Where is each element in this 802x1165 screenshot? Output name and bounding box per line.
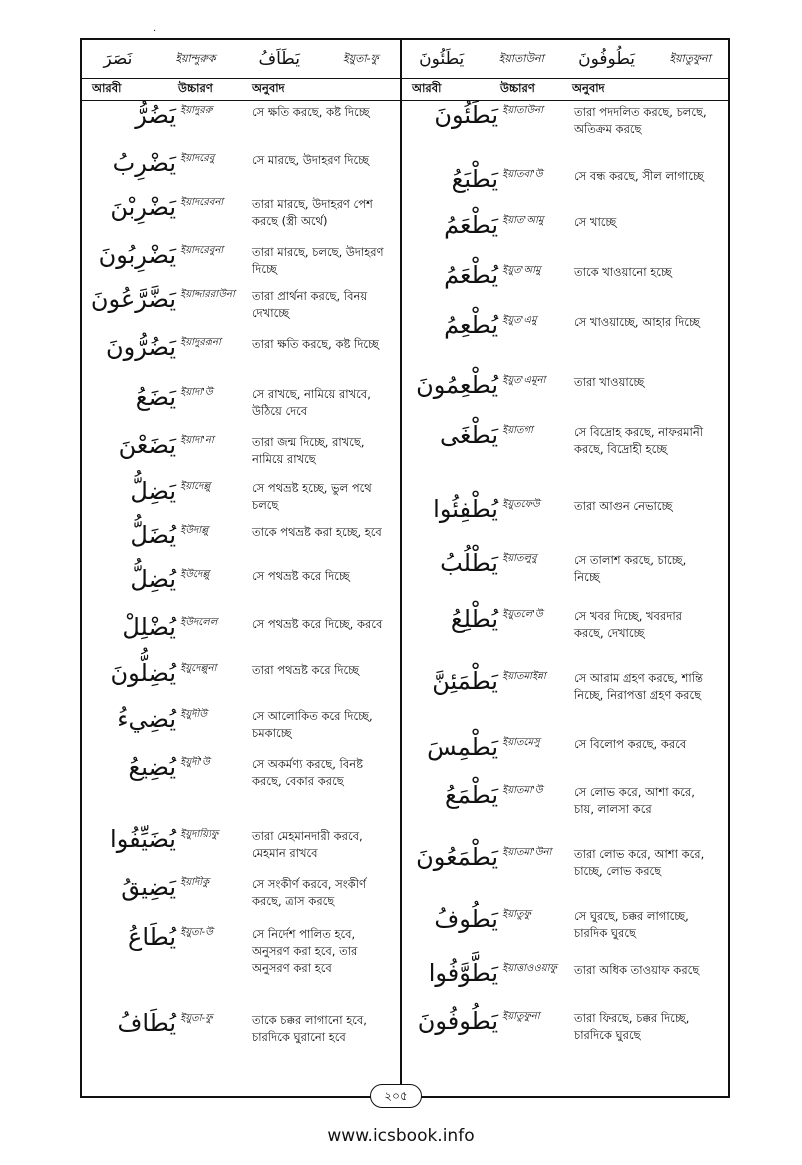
header-left-arabic-1: نَصَرَ bbox=[103, 49, 133, 69]
entry-pronunciation: ইয়াদুররু bbox=[180, 105, 213, 116]
entry-pronunciation: ইয়াদা'উ bbox=[180, 387, 213, 398]
entry-meaning: সে ক্ষতি করছে, কষ্ট দিচ্ছে bbox=[252, 105, 370, 119]
entry-arabic: يَطْغَى bbox=[440, 421, 498, 449]
entry-arabic: يُطَافُ bbox=[117, 1009, 176, 1037]
page-number: ২০৫ bbox=[370, 1084, 422, 1108]
entry-meaning: তারা মারছে, উদাহরণ পেশ করছে (স্ত্রী অর্থে) bbox=[252, 197, 373, 228]
entry-meaning: সে রাখছে, নামিয়ে রাখবে, উঠিয়ে দেবে bbox=[252, 387, 371, 418]
entry-meaning: তাকে চক্কর লাগানো হবে, চারদিকে ঘুরানো হবে bbox=[252, 1013, 367, 1044]
entry-arabic: يَضَّرَّعُونَ bbox=[90, 285, 176, 313]
header-left-translit-1: ইয়ান্দুরুক bbox=[175, 51, 216, 65]
entry-arabic: يَضْرِبْنَ bbox=[110, 193, 176, 221]
entry-arabic: يَضِلُّ bbox=[130, 477, 176, 505]
entry-pronunciation: ইউদলেল bbox=[180, 617, 218, 628]
entry-meaning: সে খাওয়াচ্ছে, আহার দিচ্ছে bbox=[574, 315, 700, 329]
entry-arabic: يُطْلِعُ bbox=[450, 605, 498, 633]
entry-arabic: يُضْلِلْ bbox=[122, 613, 176, 641]
entry-pronunciation: ইয়াদেল্লু bbox=[180, 481, 211, 492]
entry-pronunciation: ইয়াদীকু bbox=[180, 877, 210, 888]
entry-meaning: তারা মেহমানদারী করবে, মেহমান রাখবে bbox=[252, 829, 363, 860]
entry-arabic: يُضَلُّ bbox=[130, 521, 176, 549]
entry-pronunciation: ইয়ুতা-ফু bbox=[180, 1013, 213, 1024]
entry-meaning: সে সংকীর্ণ করবে, সংকীর্ণ করছে, ত্রাস করছে bbox=[252, 877, 366, 908]
entry-pronunciation: ইয়াত্তাওওয়াফু bbox=[502, 963, 557, 974]
entry-arabic: يُطَاعُ bbox=[128, 923, 176, 951]
entry-arabic: يَطْمَئِنَّ bbox=[432, 667, 498, 695]
entry-meaning: সে লোভ করে, আশা করে, চায়, লালসা করে bbox=[574, 785, 695, 816]
entry-meaning: তারা আগুন নেভাচ্ছে bbox=[574, 499, 673, 513]
entry-arabic: يُطْعَمُ bbox=[444, 261, 498, 289]
entry-meaning: সে পথভ্রষ্ট করে দিচ্ছে, করবে bbox=[252, 617, 383, 631]
entry-pronunciation: ইয়ুদীউ bbox=[180, 709, 207, 720]
entry-meaning: তারা জন্ম দিচ্ছে, রাখছে, নামিয়ে রাখছে bbox=[252, 435, 365, 466]
entry-pronunciation: ইয়ুত'এমূনা bbox=[502, 375, 546, 386]
entry-meaning: সে তালাশ করছে, চাচ্ছে, নিচ্ছে bbox=[574, 553, 687, 584]
entry-arabic: يُطْعِمُ bbox=[444, 311, 498, 339]
entry-pronunciation: ইউদেল্লু bbox=[180, 569, 210, 580]
colhead-meaning-left: অনুবাদ bbox=[252, 81, 285, 95]
header-right-arabic-2: يَطُوفُونَ bbox=[578, 49, 635, 69]
entry-pronunciation: ইয়াদরেবনা bbox=[180, 197, 224, 208]
colhead-meaning-right: অনুবাদ bbox=[572, 81, 605, 95]
entry-arabic: يَطْمِسَ bbox=[427, 733, 498, 761]
entry-pronunciation: ইয়ুদেল্লুনা bbox=[180, 663, 217, 674]
entry-arabic: يُضِلُّونَ bbox=[110, 659, 176, 687]
entry-pronunciation: ইউদাল্লু bbox=[180, 525, 209, 536]
entry-arabic: يَضْرِبُونَ bbox=[98, 241, 176, 269]
entry-meaning: তারা ক্ষতি করছে, কষ্ট দিচ্ছে bbox=[252, 337, 379, 351]
entry-meaning: সে বন্ধ করছে, সীল লাগাচ্ছে bbox=[574, 169, 704, 183]
entry-arabic: يَطْعَمُ bbox=[444, 211, 498, 239]
entry-arabic: يَضْرِبُ bbox=[112, 149, 176, 177]
column-divider bbox=[400, 40, 402, 1096]
entry-pronunciation: ইয়াদা'না bbox=[180, 435, 214, 446]
header-left-translit-2: ইয়ুতা-ফু bbox=[342, 51, 379, 65]
header-rule bbox=[82, 78, 728, 79]
entry-arabic: يُطْفِئُوا bbox=[433, 495, 498, 523]
entry-meaning: সে খাচ্ছে bbox=[574, 215, 617, 229]
entry-arabic: يَطَئُونَ bbox=[434, 101, 498, 129]
entry-pronunciation: ইয়ুদী'উ bbox=[180, 757, 210, 768]
colhead-rule bbox=[82, 100, 728, 101]
entry-meaning: সে বিদ্রোহ করছে, নাফরমানী করছে, বিদ্রোহী হচ্ছে bbox=[574, 425, 703, 456]
entry-meaning: সে খবর দিচ্ছে, খবরদার করছে, দেখাচ্ছে bbox=[574, 609, 682, 640]
colhead-arabic-left: আরবী bbox=[92, 81, 122, 95]
entry-meaning: সে পথভ্রষ্ট করে দিচ্ছে bbox=[252, 569, 350, 583]
entry-pronunciation: ইয়াদরেবুনা bbox=[180, 245, 224, 256]
header-right-translit-1: ইয়াতাউনা bbox=[498, 51, 544, 65]
entry-meaning: সে অকর্মণ্য করছে, বিনষ্ট করছে, বেকার করছে bbox=[252, 757, 363, 788]
header-left-arabic-2: يَطَاَفُ bbox=[258, 49, 300, 69]
entry-arabic: يَضِيقُ bbox=[121, 873, 176, 901]
dictionary-page bbox=[80, 38, 730, 1098]
entry-meaning: সে বিলোপ করছে, করবে bbox=[574, 737, 687, 751]
entry-meaning: তারা পদদলিত করছে, চলছে, অতিক্রম করছে bbox=[574, 105, 707, 136]
entry-meaning: তারা খাওয়াচ্ছে bbox=[574, 375, 645, 389]
entry-arabic: يَطُوفُ bbox=[434, 905, 498, 933]
footer-url: www.icsbook.info bbox=[327, 1126, 475, 1146]
entry-pronunciation: ইয়াদ্দাররাউনা bbox=[180, 289, 235, 300]
entry-pronunciation: ইয়াতাউনা bbox=[502, 105, 544, 116]
entry-arabic: يُطْعِمُونَ bbox=[416, 371, 498, 399]
entry-arabic: يَضَعُ bbox=[135, 383, 176, 411]
entry-pronunciation: ইয়াদুররূনা bbox=[180, 337, 221, 348]
entry-meaning: সে মারছে, উদাহরণ দিচ্ছে bbox=[252, 153, 370, 167]
entry-meaning: তারা অধিক তাওয়াফ করছে bbox=[574, 963, 700, 977]
entry-meaning: তারা প্রার্থনা করছে, বিনয় দেখাচ্ছে bbox=[252, 289, 368, 320]
entry-pronunciation: ইয়াতমাইন্না bbox=[502, 671, 546, 682]
entry-pronunciation: ইয়াতবা'উ bbox=[502, 169, 543, 180]
entry-arabic: يُضِيعُ bbox=[128, 753, 176, 781]
entry-meaning: সে নির্দেশ পালিত হবে, অনুসরণ করা হবে, তার অনুসরণ করা হবে bbox=[252, 927, 358, 975]
entry-pronunciation: ইয়াদরেবু bbox=[180, 153, 215, 164]
entry-arabic: يَضَعْنَ bbox=[118, 431, 176, 459]
header-right-arabic-1: يَطَئُونَ bbox=[419, 49, 465, 69]
entry-arabic: يَضُرُّونَ bbox=[106, 333, 176, 361]
entry-meaning: তাকে পথভ্রষ্ট করা হচ্ছে, হবে bbox=[252, 525, 382, 539]
colhead-pron-left: উচ্চারণ bbox=[178, 81, 213, 95]
entry-pronunciation: ইয়াতমা'উ bbox=[502, 785, 543, 796]
entry-meaning: সে আরাম গ্রহণ করছে, শান্তি নিচ্ছে, নিরাপত্তা গ্রহণ করছে bbox=[574, 671, 703, 702]
colhead-arabic-right: আরবী bbox=[412, 81, 442, 95]
stray-dot: · bbox=[153, 26, 157, 37]
entry-pronunciation: ইয়াত'আমু bbox=[502, 215, 544, 226]
entry-pronunciation: ইয়ুতলে'উ bbox=[502, 609, 543, 620]
entry-meaning: তারা ফিরছে, চক্কর দিচ্ছে, চারদিকে ঘুরছে bbox=[574, 1011, 690, 1042]
entry-arabic: يَطَّوَّفُوا bbox=[428, 959, 498, 987]
colhead-pron-right: উচ্চারণ bbox=[500, 81, 535, 95]
entry-meaning: সে আলোকিত করে দিচ্ছে, চমকাচ্ছে bbox=[252, 709, 373, 740]
entry-arabic: يُضِلُّ bbox=[130, 565, 176, 593]
entry-pronunciation: ইয়াতমেসু bbox=[502, 737, 540, 748]
entry-pronunciation: ইয়াতলুবু bbox=[502, 553, 537, 564]
entry-meaning: তারা লোভ করে, আশা করে, চাচ্ছে, লোভ করছে bbox=[574, 847, 705, 878]
entry-pronunciation: ইয়াতুফুনা bbox=[502, 1011, 540, 1022]
entry-pronunciation: ইয়ুতা-উ bbox=[180, 927, 213, 938]
entry-pronunciation: ইয়াতুফু bbox=[502, 909, 531, 920]
entry-arabic: يَضُرُّ bbox=[135, 101, 176, 129]
entry-pronunciation: ইয়ুদায়্যিফু bbox=[180, 829, 219, 840]
entry-meaning: তারা পথভ্রষ্ট করে দিচ্ছে bbox=[252, 663, 360, 677]
entry-arabic: يَطْمَعُ bbox=[444, 781, 498, 809]
header-right-translit-2: ইয়াতুফুনা bbox=[669, 51, 711, 65]
entry-pronunciation: ইয়ুত'আমু bbox=[502, 265, 541, 276]
entry-meaning: সে ঘুরছে, চক্কর লাগাচ্ছে, চারদিক ঘুরছে bbox=[574, 909, 689, 940]
entry-arabic: يُضَيِّفُوا bbox=[110, 825, 176, 853]
entry-meaning: তারা মারছে, চলছে, উদাহরণ দিচ্ছে bbox=[252, 245, 384, 276]
entry-pronunciation: ইয়াতমা'উনা bbox=[502, 847, 552, 858]
header-right bbox=[402, 40, 728, 78]
entry-arabic: يَطْلُبُ bbox=[440, 549, 498, 577]
entry-arabic: يُضِيءُ bbox=[117, 705, 176, 733]
entry-arabic: يَطُوفُونَ bbox=[417, 1007, 498, 1035]
entry-pronunciation: ইয়ুতফেউ bbox=[502, 499, 540, 510]
entry-arabic: يَطْمَعُونَ bbox=[416, 843, 498, 871]
entry-meaning: সে পথভ্রষ্ট হচ্ছে, ভুল পথে চলছে bbox=[252, 481, 372, 512]
entry-pronunciation: ইয়ুত'এমু bbox=[502, 315, 537, 326]
entry-meaning: তাকে খাওয়ানো হচ্ছে bbox=[574, 265, 672, 279]
entry-arabic: يَطْبَعُ bbox=[451, 165, 498, 193]
entry-pronunciation: ইয়াতগা bbox=[502, 425, 533, 436]
header-left bbox=[82, 40, 400, 78]
